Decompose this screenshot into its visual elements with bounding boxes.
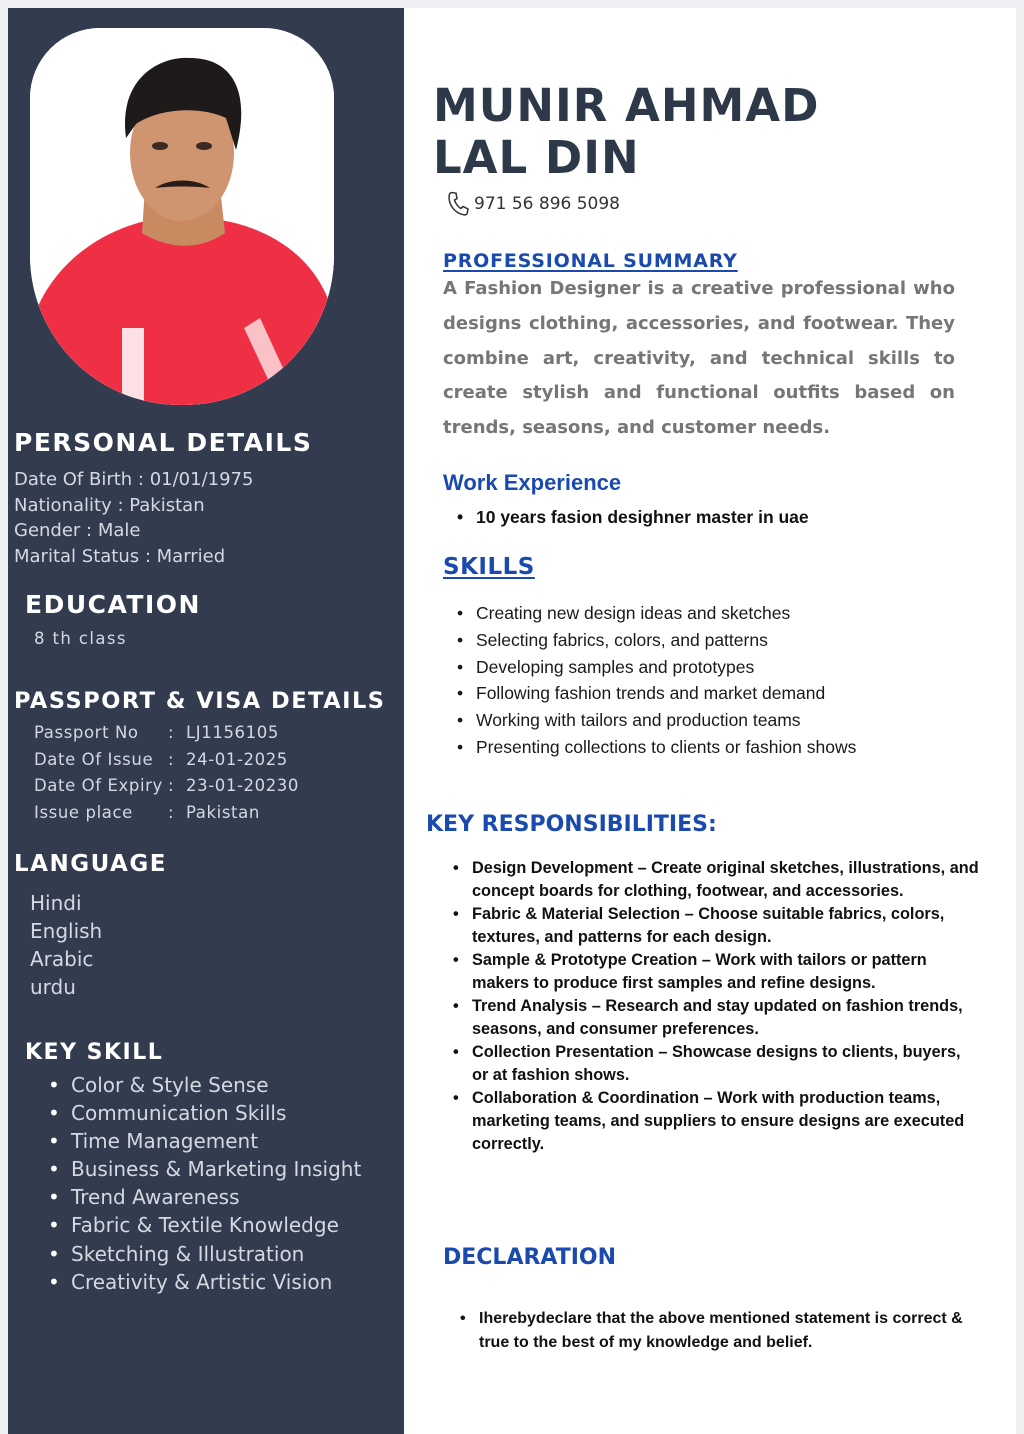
declaration-heading: DECLARATION: [443, 1245, 617, 1270]
responsibility-item: • Trend Analysis – Research and stay updated on fashion trends, seasons, and consumer preferences.: [449, 995, 979, 1041]
summary-heading: PROFESSIONAL SUMMARY: [443, 250, 738, 272]
personal-detail-dob: Date Of Birth : 01/01/1975: [14, 469, 254, 490]
passport-colon: :: [168, 749, 175, 769]
phone-number: 971 56 896 5098: [474, 194, 621, 214]
sidebar: [8, 8, 404, 1434]
personal-detail-gender: Gender : Male: [14, 520, 141, 541]
responsibility-item: • Sample & Prototype Creation – Work with tailors or pattern makers to produce first samples and refine designs.: [449, 949, 979, 995]
passport-label: Date Of Issue: [34, 749, 154, 769]
passport-value: LJ1156105: [186, 723, 279, 742]
personal-details-list: [14, 467, 253, 569]
language-item: Hindi: [30, 891, 82, 915]
key-skill-item: • Communication Skills: [48, 1099, 361, 1127]
key-skill-item: • Fabric & Textile Knowledge: [48, 1211, 361, 1239]
education-heading: EDUCATION: [25, 590, 201, 619]
key-skill-item: • Trend Awareness: [48, 1183, 361, 1211]
responsibility-item: • Collaboration & Coordination – Work with production teams, marketing teams, and suppliers to ensure designs are executed correctly.: [449, 1087, 979, 1156]
work-experience-list: [453, 507, 809, 528]
name-line-1: MUNIR AHMAD: [433, 79, 820, 132]
declaration-list: [456, 1307, 966, 1355]
skills-item: • Selecting fabrics, colors, and patterns: [453, 627, 856, 654]
skills-heading: SKILLS: [443, 554, 535, 580]
key-skill-item: • Time Management: [48, 1127, 361, 1155]
key-skill-item: • Color & Style Sense: [48, 1071, 361, 1099]
responsibility-item: • Design Development – Create original sketches, illustrations, and concept boards for clothing, footwear, and accessories.: [449, 857, 979, 903]
skills-item: • Creating new design ideas and sketches: [453, 600, 856, 627]
passport-table: [34, 720, 299, 826]
passport-colon: :: [168, 802, 175, 822]
passport-row: [34, 747, 299, 774]
skills-item: • Developing samples and prototypes: [453, 654, 856, 681]
passport-row: [34, 773, 299, 800]
skills-item: • Presenting collections to clients or fashion shows: [453, 734, 856, 761]
passport-colon: :: [168, 723, 175, 742]
language-item: urdu: [30, 975, 76, 999]
passport-row: [34, 720, 299, 747]
passport-value: 24-01-2025: [186, 749, 288, 769]
responsibilities-heading: KEY RESPONSIBILITIES:: [426, 812, 717, 837]
responsibility-item: • Collection Presentation – Showcase designs to clients, buyers, or at fashion shows.: [449, 1041, 979, 1087]
phone-icon: [444, 190, 472, 218]
passport-label: Date Of Expiry: [34, 776, 163, 795]
key-skill-item: • Sketching & Illustration: [48, 1240, 361, 1268]
language-item: Arabic: [30, 947, 94, 971]
responsibilities-list: [449, 857, 979, 1156]
personal-details-heading: PERSONAL DETAILS: [14, 428, 313, 457]
education-value: 8 th class: [34, 629, 127, 648]
language-heading: LANGUAGE: [14, 851, 167, 877]
passport-value: Pakistan: [186, 802, 260, 822]
language-item: English: [30, 919, 103, 943]
skills-item: • Following fashion trends and market demand: [453, 680, 856, 707]
passport-label: Passport No: [34, 723, 139, 742]
phone-row: [444, 190, 620, 218]
passport-heading: PASSPORT & VISA DETAILS: [14, 688, 386, 714]
key-skill-list: [48, 1071, 361, 1296]
name-line-2: LAL DIN: [433, 131, 640, 184]
personal-detail-nationality: Nationality : Pakistan: [14, 494, 205, 516]
passport-colon: :: [168, 776, 175, 795]
language-list: [30, 889, 102, 1001]
candidate-name: [433, 80, 820, 184]
resume-page: [8, 8, 1016, 1434]
passport-value: 23-01-20230: [186, 776, 299, 795]
skills-item: • Working with tailors and production teams: [453, 707, 856, 734]
key-skill-item: • Business & Marketing Insight: [48, 1155, 361, 1183]
personal-detail-marital: Marital Status : Married: [14, 545, 226, 567]
skills-list: [453, 600, 856, 761]
key-skill-heading: KEY SKILL: [25, 1040, 164, 1065]
passport-label: Issue place: [34, 802, 133, 822]
summary-text: A Fashion Designer is a creative professional who designs clothing, accessories, and footwear. They combine art, creativity, and technical skills to create stylish and functional outfits based on trends, seasons, and customer needs.: [443, 278, 955, 439]
declaration-item: • Iherebydeclare that the above mentioned statement is correct & true to the best of my knowledge and belief.: [456, 1307, 966, 1355]
passport-row: [34, 800, 299, 827]
work-experience-item: • 10 years fasion desighner master in uae: [453, 507, 809, 528]
responsibility-item: • Fabric & Material Selection – Choose suitable fabrics, colors, textures, and patterns for each design.: [449, 903, 979, 949]
work-experience-heading: Work Experience: [443, 470, 622, 495]
key-skill-item: • Creativity & Artistic Vision: [48, 1268, 361, 1296]
profile-photo: [30, 28, 334, 405]
